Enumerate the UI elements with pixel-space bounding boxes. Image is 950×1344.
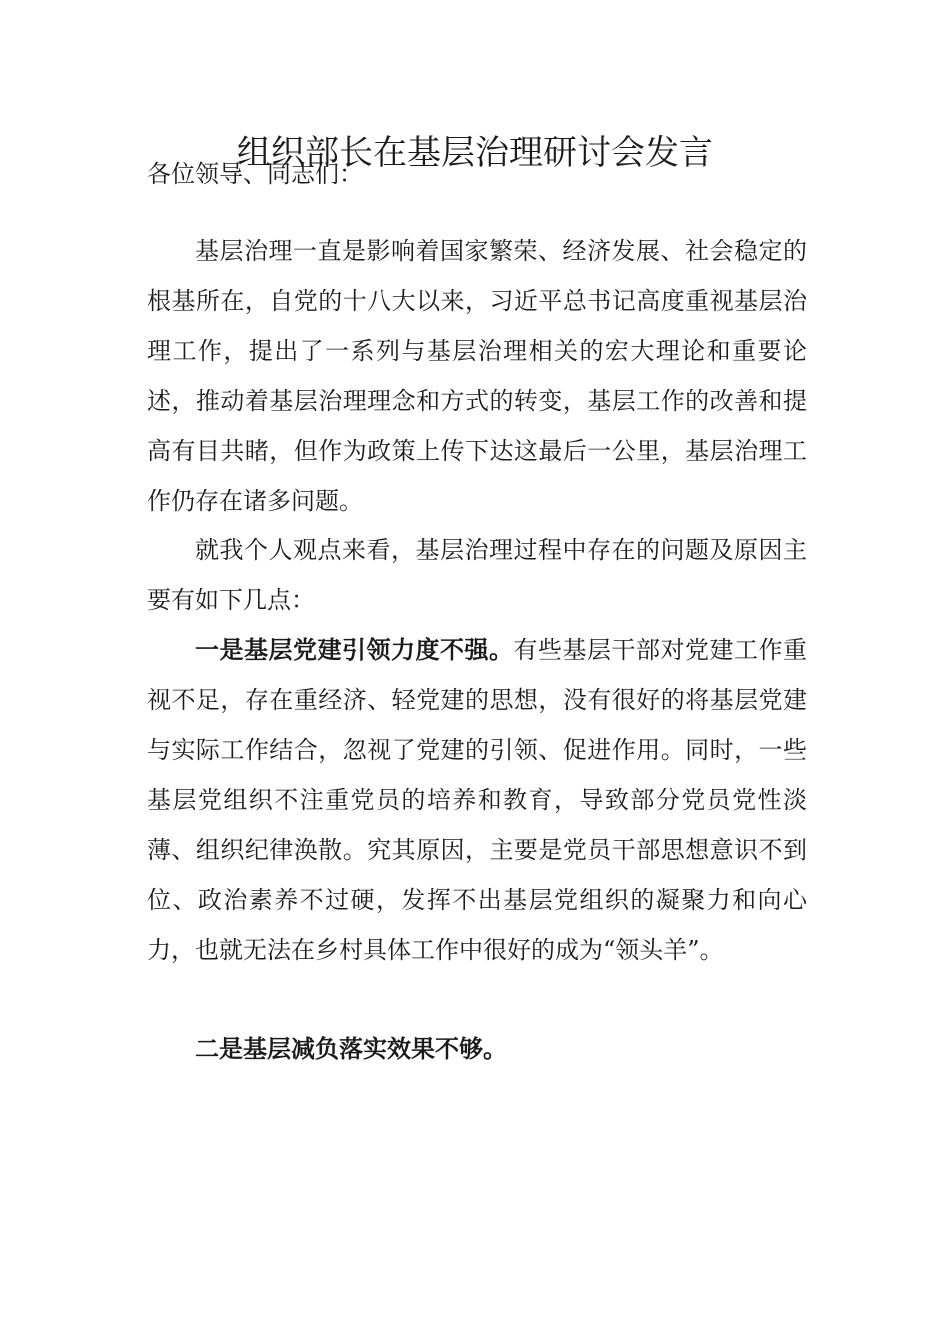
paragraph-text: 基层治理一直是影响着国家繁荣、经济发展、社会稳定的根基所在，自党的十八大以来，习近平总书记高度重视基层治理工作，提出了一系列与基层治理相关的宏大理论和重要论述，推动着基层治理理念和方式的转变，基层工作的改善和提高有目共睹，但作为政策上传下达这最后一公里，基层治理工作仍存在诸多问题。 — [147, 237, 807, 515]
salutation: 各位领导、同志们： — [147, 160, 363, 188]
paragraph-text: 就我个人观点来看，基层治理过程中存在的问题及原因主要有如下几点： — [147, 536, 807, 614]
paragraph-point-two — [147, 1024, 807, 1074]
paragraph-intro — [147, 226, 807, 526]
paragraph-text: 有些基层干部对党建工作重视不足，存在重经济、轻党建的思想，没有很好的将基层党建与实际工作结合，忽视了党建的引领、促进作用。同时，一些基层党组织不注重党员的培养和教育，导致部分党员党性淡薄、组织纪律涣散。究其原因，主要是党员干部思想意识不到位、政治素养不过硬，发挥不出基层党组织的凝聚力和向心力，也就无法在乡村具体工作中很好的成为“领头羊”。 — [147, 636, 807, 964]
document-title: 组织部长在基层治理研讨会发言 — [237, 133, 713, 173]
point-one-heading: 一是基层党建引领力度不强。 — [195, 636, 514, 664]
paragraph-viewpoint — [147, 525, 807, 625]
point-two-heading: 二是基层减负落实效果不够。 — [195, 1035, 507, 1063]
paragraph-point-one — [147, 625, 807, 975]
